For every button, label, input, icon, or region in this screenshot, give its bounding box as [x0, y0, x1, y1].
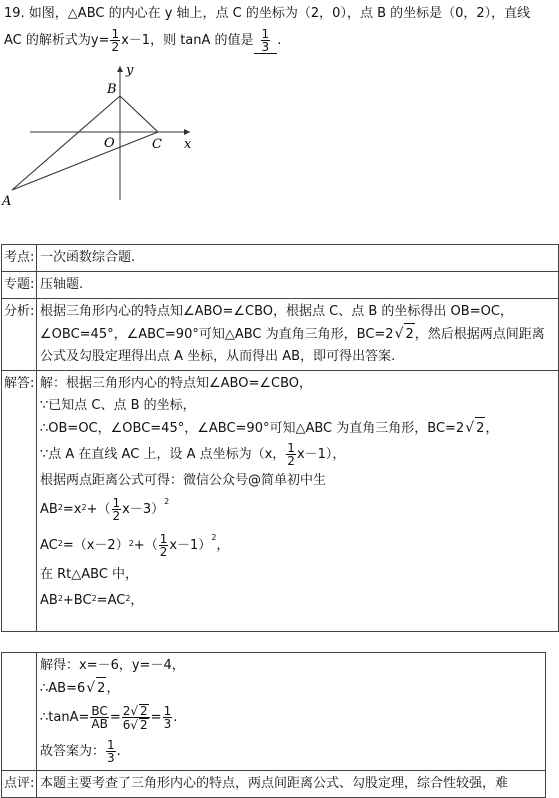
fenxi-row	[2, 299, 559, 371]
radical-sign: √	[465, 420, 475, 436]
result-line-3	[40, 700, 542, 736]
tan-prefix: ∴tanA=	[40, 710, 90, 725]
fraction-numerator: 1	[163, 704, 172, 718]
jieda-row	[2, 371, 559, 632]
kaodian-label: 考点:	[2, 245, 37, 272]
fraction-numerator: BC	[91, 704, 108, 718]
fraction-numerator: 1	[112, 496, 121, 510]
step-6	[40, 492, 555, 528]
fraction-half	[159, 533, 169, 558]
continued-text	[37, 653, 546, 771]
period: .	[173, 710, 178, 725]
fraction-half	[286, 442, 296, 467]
step-8: 在 Rt△ABC 中，	[40, 567, 139, 582]
zhuanti-text: 压轴题.	[37, 272, 559, 299]
step-4b: x－1），	[296, 447, 346, 462]
superscript: 2	[211, 533, 217, 542]
fraction-third	[106, 739, 116, 764]
zhuanti-row	[2, 272, 559, 299]
answer-fraction	[261, 28, 271, 53]
step-6d: x－3）	[122, 502, 165, 517]
fraction-numerator: 1	[159, 532, 168, 546]
kaodian-text: 一次函数综合题.	[37, 245, 559, 272]
result-line-4	[40, 736, 542, 768]
superscript: 2	[128, 539, 134, 548]
fraction-denominator: 2	[112, 509, 121, 523]
answer-numerator: 1	[261, 27, 270, 41]
result-2b: ，	[106, 681, 120, 696]
segment-bc	[120, 96, 158, 132]
dianping-label: 点评:	[2, 771, 37, 798]
label-x: x	[184, 137, 192, 152]
fraction-denominator: 2	[287, 454, 295, 468]
superscript: 2	[125, 594, 131, 603]
step-9a: AB	[40, 593, 58, 608]
fraction-numerator: 1	[111, 27, 120, 41]
equals-sign: =	[150, 710, 162, 725]
fraction-numerator: 2√ 2	[122, 704, 148, 718]
kaodian-row	[2, 245, 559, 272]
fraction-numerator: 1	[107, 738, 115, 752]
label-c: C	[152, 137, 162, 152]
question-end: .	[277, 33, 282, 48]
fenxi-line-2	[40, 323, 555, 346]
jieda-text	[37, 371, 559, 632]
result-line-2	[40, 677, 542, 700]
superscript: 2	[57, 594, 63, 603]
fenxi-line-2b: ，然后根据两点间距离	[414, 327, 545, 342]
step-5: 根据两点距离公式可得：微信公众号@简单初中生	[40, 473, 327, 488]
coefficient: 2	[122, 704, 131, 718]
fenxi-label: 分析:	[2, 299, 37, 371]
radical-sign: √	[86, 680, 96, 696]
label-b: B	[107, 82, 117, 97]
superscript: 2	[164, 497, 170, 506]
fraction-denominator: 3	[163, 717, 172, 731]
fraction-denominator: AB	[91, 717, 108, 731]
step-9c: =AC	[96, 593, 126, 608]
step-4a: ∵点 A 在直线 AC 上，设 A 点坐标为（x，	[40, 447, 286, 462]
fraction-third	[163, 705, 173, 730]
step-9	[40, 586, 555, 616]
fenxi-line-2a: ∠OBC=45°，∠ABC=90°可知△ABC 为直角三角形，BC=2	[40, 327, 394, 342]
step-3b: ，	[485, 421, 499, 436]
dianping-text: 本题主要考查了三角形内心的特点，两点间距离公式、勾股定理，综合性较强，难	[37, 771, 546, 798]
answer-blank	[254, 28, 278, 54]
step-4	[40, 440, 555, 470]
fraction-half	[110, 28, 120, 53]
zhuanti-label: 专题:	[2, 272, 37, 299]
period: .	[116, 744, 121, 759]
radicand: 2	[475, 417, 485, 440]
radicand: 2	[96, 677, 106, 700]
fraction-radicals	[122, 704, 150, 731]
equation-prefix: y=	[90, 33, 110, 48]
fraction-bc-ab	[90, 705, 108, 730]
step-7e: ，	[216, 538, 230, 553]
solution-table	[1, 244, 559, 632]
step-3	[40, 417, 555, 440]
radicand: 2	[140, 704, 148, 718]
radical-sign: √	[394, 326, 404, 342]
question-line-1: 19. 如图，△ABC 的内心在 y 轴上，点 C 的坐标为（2，0），点 B 的坐标是（0，2），直线	[4, 6, 531, 21]
question-text-a: AC 的解析式为	[4, 33, 91, 48]
superscript: 2	[81, 503, 87, 512]
answer-denominator: 3	[261, 40, 270, 54]
result-2a: ∴AB=6	[40, 681, 86, 696]
superscript: 2	[57, 503, 63, 512]
step-6b: =x	[62, 502, 82, 517]
dianping-row	[2, 771, 546, 798]
superscript: 2	[57, 539, 63, 548]
step-7c: +（	[133, 538, 158, 553]
fraction-half	[112, 497, 122, 522]
superscript: 2	[91, 594, 97, 603]
segment-ac	[12, 132, 158, 190]
step-7d: x－1）	[169, 538, 212, 553]
answer-prefix: 故答案为：	[40, 744, 106, 759]
fenxi-text	[37, 299, 559, 371]
step-7b: =（x－2）	[62, 538, 129, 553]
result-line-1: 解得：x=－6，y=－4，	[40, 658, 185, 673]
geometry-figure	[0, 60, 210, 210]
step-7a: AC	[40, 538, 58, 553]
question-text-b: x－1，则 tanA 的值是	[121, 33, 254, 48]
step-6a: AB	[40, 502, 58, 517]
equals-sign: =	[109, 710, 121, 725]
step-7	[40, 528, 555, 564]
continued-row	[2, 653, 546, 771]
coefficient: 6	[122, 718, 131, 732]
continued-label	[2, 653, 37, 771]
step-6c: +（	[86, 502, 111, 517]
fraction-denominator: 3	[107, 751, 115, 765]
label-y: y	[126, 63, 134, 78]
fenxi-line-3: 公式及勾股定理得出点 A 坐标，从而得出 AB，即可得出答案.	[40, 349, 396, 364]
jieda-label: 解答:	[2, 371, 37, 632]
step-1: 解：根据三角形内心的特点知∠ABO=∠CBO，	[40, 376, 313, 391]
radicand: 2	[140, 718, 148, 732]
fraction-numerator: 1	[287, 441, 295, 455]
solution-table-continued	[1, 652, 546, 798]
fraction-denominator: 6√ 2	[122, 718, 148, 732]
step-9b: +BC	[62, 593, 92, 608]
label-o: O	[104, 136, 115, 151]
fraction-denominator: 2	[111, 40, 120, 54]
radicand: 2	[404, 323, 414, 346]
step-2: ∵已知点 C、点 B 的坐标，	[40, 398, 196, 413]
label-a: A	[2, 194, 12, 209]
fenxi-line-1: 根据三角形内心的特点知∠ABO=∠CBO，根据点 C、点 B 的坐标得出 OB=OC，	[40, 304, 513, 319]
question-line-2	[4, 28, 281, 54]
step-3a: ∴OB=OC，∠OBC=45°，∠ABC=90°可知△ABC 为直角三角形，BC=2	[40, 421, 465, 436]
fraction-denominator: 2	[159, 545, 168, 559]
step-9d: ，	[130, 593, 144, 608]
